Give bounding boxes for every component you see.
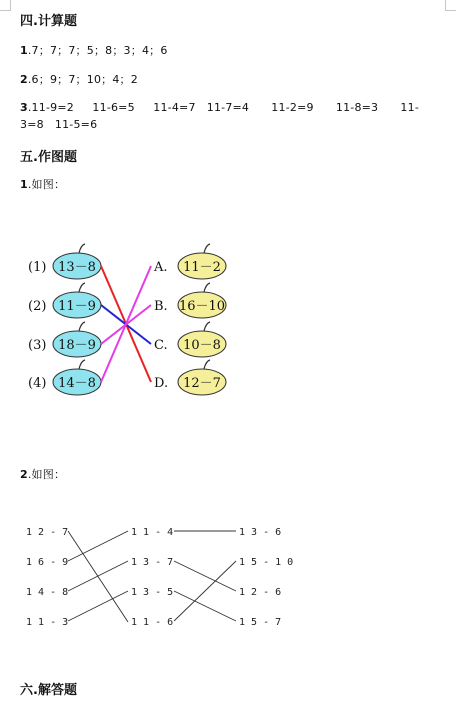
section-5-title: 五.作图题 <box>20 150 77 165</box>
right-item-letter: A. <box>154 260 168 275</box>
left-apple-expression: 11－9 <box>58 299 96 314</box>
column-3-expression: 1 3 - 6 <box>239 527 282 538</box>
left-apple-expression: 13－8 <box>58 260 96 275</box>
answer-line-2: 2.6；9；7；10；4；2 <box>20 73 138 86</box>
column-2-expression: 1 1 - 6 <box>131 617 174 628</box>
drawing-answer-1-label: 1.如图： <box>20 178 66 191</box>
column-1-expression: 1 6 - 9 <box>26 557 69 568</box>
right-item-letter: B. <box>154 299 168 314</box>
left-item-number: (1) <box>28 260 47 275</box>
right-item-letter: D. <box>154 376 169 391</box>
column-2-expression: 1 3 - 5 <box>131 587 174 598</box>
column-1-expression: 1 4 - 8 <box>26 587 69 598</box>
answer-line-3: 3.11-9=2 11-6=5 11-4=7 11-7=4 11-2=9 11-8=3 11- <box>20 101 419 114</box>
answer-line-1: 1.7；7；7；5；8；3；4；6 <box>20 44 168 57</box>
right-item-letter: C. <box>154 338 168 353</box>
match-line <box>68 591 128 621</box>
right-apple-expression: 12－7 <box>183 376 221 391</box>
column-1-expression: 1 2 - 7 <box>26 527 69 538</box>
left-item-number: (4) <box>28 376 47 391</box>
right-apple-expression: 11－2 <box>183 260 221 275</box>
right-apple-expression: 16－10 <box>178 299 226 314</box>
drawing-answer-2-label: 2.如图： <box>20 468 66 481</box>
match-line <box>174 561 236 591</box>
left-apple-expression: 14－8 <box>58 376 96 391</box>
column-2-expression: 1 3 - 7 <box>131 557 174 568</box>
right-apple-expression: 10－8 <box>183 338 221 353</box>
column-3-expression: 1 5 - 7 <box>239 617 282 628</box>
column-1-expression: 1 1 - 3 <box>26 617 69 628</box>
left-apple-expression: 18－9 <box>58 338 96 353</box>
match-line <box>68 561 128 591</box>
match-line <box>68 531 128 561</box>
column-3-expression: 1 5 - 1 0 <box>239 557 294 568</box>
answer-line-3-continued: 3=8 11-5=6 <box>20 118 98 131</box>
section-6-title: 六.解答题 <box>20 683 77 698</box>
column-3-expression: 1 2 - 6 <box>239 587 282 598</box>
left-item-number: (2) <box>28 299 47 314</box>
section-4-title: 四.计算题 <box>20 14 77 29</box>
match-line <box>174 561 236 621</box>
match-line <box>174 591 236 621</box>
left-item-number: (3) <box>28 338 47 353</box>
column-2-expression: 1 1 - 4 <box>131 527 174 538</box>
